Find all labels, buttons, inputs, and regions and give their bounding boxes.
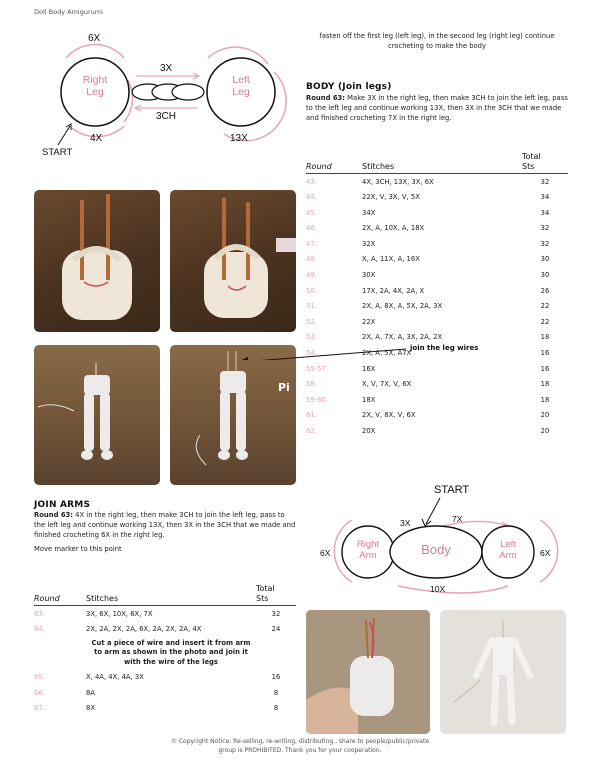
- arms-col-round: Round: [34, 594, 60, 604]
- round-number: 52.: [306, 317, 317, 326]
- round-number: 59-60.: [306, 395, 328, 404]
- stitch-sequence: 2X, A, 8X, A, 5X, 2A, 3X: [362, 302, 443, 311]
- round-number: 65.: [34, 673, 45, 682]
- right-arm-label: Right Arm: [356, 539, 380, 561]
- photo-wires-joined-art: [170, 345, 296, 485]
- round-number: 49.: [306, 271, 317, 280]
- stitch-sequence: 8A: [86, 688, 95, 697]
- table-row: [306, 392, 568, 408]
- arms-stitch-table: [34, 584, 296, 716]
- cut-wire-note: Cut a piece of wire and insert it from arm to arm as shown in the photo and join it with the wire of the legs: [91, 638, 251, 666]
- stitch-sequence: 2X, A, 7X, A, 3X, 2A, 2X: [362, 333, 443, 342]
- body-stitch-table: [306, 152, 568, 439]
- round-number: 53.: [306, 333, 317, 342]
- table-row: [34, 669, 296, 685]
- stitch-total: 34: [540, 193, 550, 202]
- stitch-total: 30: [540, 255, 550, 264]
- stitch-sequence: 34X: [362, 208, 376, 217]
- legs-label-3x: 3X: [160, 63, 173, 74]
- stitch-sequence: 4X, 3CH, 13X, 3X, 6X: [362, 177, 434, 186]
- arms-label-6x-left: 6X: [320, 548, 331, 558]
- round-number: 46.: [306, 224, 317, 233]
- legs-label-6x: 6X: [88, 33, 101, 44]
- table-row: [306, 205, 568, 221]
- table-row: [34, 685, 296, 701]
- body-col-total: Total Sts: [522, 152, 541, 171]
- photo-legs-laid-art: [34, 345, 160, 485]
- stitch-total: 16: [271, 673, 281, 682]
- body-instruction-text: Make 3X in the right leg, then make 3CH to join the left leg, pass to the left leg and continue working 13X, then 3X in the 3CH that we made and finished crocheting 7X in the right leg.: [306, 94, 568, 122]
- stitch-sequence: X, V, 7X, V, 6X: [362, 380, 412, 389]
- arms-label-6x-right: 6X: [540, 548, 551, 558]
- copyright-notice: © Copyright Notice: Re-selling, re-writing, distributing , share to people/public/private group is PROHIBITED. Thank you for your cooperation.: [170, 738, 430, 754]
- stitch-total: 18: [540, 395, 550, 404]
- photo-legs-joined-side: [170, 190, 296, 332]
- photo-arms-held-art: [306, 610, 430, 734]
- round-number: 62.: [306, 426, 317, 435]
- stitch-total: 8: [273, 704, 279, 713]
- stitch-sequence: 17X, 2A, 4X, 2A, X: [362, 286, 425, 295]
- table-row: [34, 621, 296, 637]
- stitch-sequence: 30X: [362, 271, 376, 280]
- stitch-total: 16: [540, 349, 550, 358]
- stitch-total: 16: [540, 364, 550, 373]
- stitch-total: 22: [540, 302, 550, 311]
- round-number: 61.: [306, 411, 317, 420]
- round-number: 44.: [306, 193, 317, 202]
- cut-wire-note-row: [34, 637, 296, 670]
- left-arm-label: Left Arm: [499, 539, 517, 561]
- stitch-total: 18: [540, 333, 550, 342]
- photo-legs-joined-front: [34, 190, 160, 332]
- arms-heading: JOIN ARMS: [34, 500, 91, 510]
- stitch-total: 26: [540, 286, 550, 295]
- stitch-sequence: 2X, A, 10X, A, 18X: [362, 224, 425, 233]
- body-col-round: Round: [306, 162, 332, 172]
- stitch-total: 32: [540, 224, 550, 233]
- table-row: [306, 376, 568, 392]
- table-row: [306, 267, 568, 283]
- stitch-total: 34: [540, 208, 550, 217]
- stitch-sequence: 22X, V, 3X, V, 5X: [362, 193, 420, 202]
- arms-col-stitches: Stitches: [86, 594, 119, 604]
- photo-arms-wire-held: [306, 610, 430, 734]
- legs-diagram: [28, 30, 298, 165]
- round-number: 43.: [306, 177, 317, 186]
- chain-oval-3: [172, 84, 204, 100]
- body-table-header: [306, 152, 568, 174]
- round-number: 67.: [34, 704, 45, 713]
- move-marker-note: Move marker to this point: [34, 545, 122, 553]
- arms-label-3x: 3X: [400, 518, 411, 528]
- document-title: Doll Body Amigurumi: [34, 8, 103, 16]
- left-leg-label: Left Leg: [232, 74, 250, 99]
- start-arrow-line: [58, 126, 70, 145]
- stitch-sequence: 16X: [362, 364, 376, 373]
- body-instruction: [306, 94, 568, 124]
- photo-legs-side-art: [170, 190, 296, 332]
- stitch-total: 22: [540, 317, 550, 326]
- round-number: 64.: [34, 625, 45, 634]
- body-label: Body: [421, 542, 451, 557]
- arms-diagram: [318, 484, 572, 600]
- round-number: 51.: [306, 302, 317, 311]
- arms-start-line: [426, 498, 440, 524]
- arms-round-label: Round 63:: [34, 511, 73, 519]
- stitch-sequence: 3X, 6X, 10X, 6X, 7X: [86, 609, 153, 618]
- table-row: [306, 174, 568, 190]
- table-row: [306, 283, 568, 299]
- arms-instruction: [34, 511, 296, 541]
- round-number: 66.: [34, 688, 45, 697]
- arms-arc-bottom: [398, 586, 508, 593]
- round-number: 48.: [306, 255, 317, 264]
- photo-body-with-arms: [440, 610, 566, 734]
- stitch-sequence: 2X, A, 5X, A7X: [362, 349, 412, 358]
- stitch-total: 8: [273, 688, 279, 697]
- photo-leg-wires-joined: [170, 345, 296, 485]
- table-row: [34, 701, 296, 717]
- arms-label-10x: 10X: [430, 584, 446, 594]
- round-number: 45.: [306, 208, 317, 217]
- stitch-sequence: 2X, 2A, 2X, 2A, 6X, 2A, 2X, 2A, 4X: [86, 625, 202, 634]
- legs-start-label: START: [42, 147, 73, 158]
- stitch-sequence: 18X: [362, 395, 376, 404]
- body-col-stitches: Stitches: [362, 162, 395, 172]
- round-number: 54.: [306, 349, 317, 358]
- stitch-sequence: X, 4A, 4X, 4A, 3X: [86, 673, 144, 682]
- round-number: 50.: [306, 286, 317, 295]
- body-round-label: Round 63:: [306, 94, 345, 102]
- join-wires-note: join the leg wires: [410, 344, 479, 352]
- round-number: 47.: [306, 239, 317, 248]
- table-row: [306, 252, 568, 268]
- stitch-total: 32: [540, 239, 550, 248]
- arms-instruction-text: 4X in the right leg, then make 3CH to join the left leg, pass to the left leg and continue working 13X, then 3X in the 3CH that we made and finished crocheting 6X in the right leg.: [34, 511, 296, 539]
- table-row: [34, 606, 296, 622]
- arms-table-header: [34, 584, 296, 606]
- stitch-sequence: 2X, V, 8X, V, 6X: [362, 411, 416, 420]
- round-number: 58.: [306, 380, 317, 389]
- table-row: [306, 361, 568, 377]
- stitch-sequence: 8X: [86, 704, 95, 713]
- legs-label-4x: 4X: [90, 133, 103, 144]
- stitch-sequence: 32X: [362, 239, 376, 248]
- stitch-total: 24: [271, 625, 281, 634]
- stitch-sequence: 20X: [362, 426, 376, 435]
- photo-body-arms-art: [440, 610, 566, 734]
- table-row: [306, 423, 568, 439]
- arms-label-7x: 7X: [452, 514, 463, 524]
- photo-legs-wire-laid: [34, 345, 160, 485]
- join-wires-arrow: [230, 340, 410, 360]
- stitch-total: 32: [540, 177, 550, 186]
- table-row: [306, 314, 568, 330]
- legs-label-13x: 13X: [230, 133, 248, 144]
- stitch-total: 30: [540, 271, 550, 280]
- legs-label-3ch: 3CH: [156, 111, 177, 122]
- photo-legs-front-art: [34, 190, 160, 332]
- stitch-sequence: 22X: [362, 317, 376, 326]
- fasten-off-note: fasten off the first leg (left leg), in the second leg (right leg) continue crocheting to make the body: [319, 32, 555, 50]
- round-number: 55-57.: [306, 364, 328, 373]
- round-number: 63.: [34, 609, 45, 618]
- arc-top-left: [66, 45, 124, 58]
- stitch-total: 18: [540, 380, 550, 389]
- stitch-total: 20: [540, 426, 550, 435]
- body-heading: BODY (Join legs): [306, 82, 392, 92]
- arms-start-label: START: [434, 484, 470, 496]
- table-row: [306, 298, 568, 314]
- table-row: [306, 236, 568, 252]
- arms-col-total: Total Sts: [256, 584, 275, 603]
- table-row: [306, 220, 568, 236]
- stitch-total: 32: [271, 609, 281, 618]
- watermark-text: Pi: [278, 381, 290, 394]
- table-row: [306, 189, 568, 205]
- table-row: [306, 408, 568, 424]
- stitch-sequence: X, A, 11X, A, 16X: [362, 255, 420, 264]
- right-leg-label: Right Leg: [82, 74, 108, 99]
- stitch-total: 20: [540, 411, 550, 420]
